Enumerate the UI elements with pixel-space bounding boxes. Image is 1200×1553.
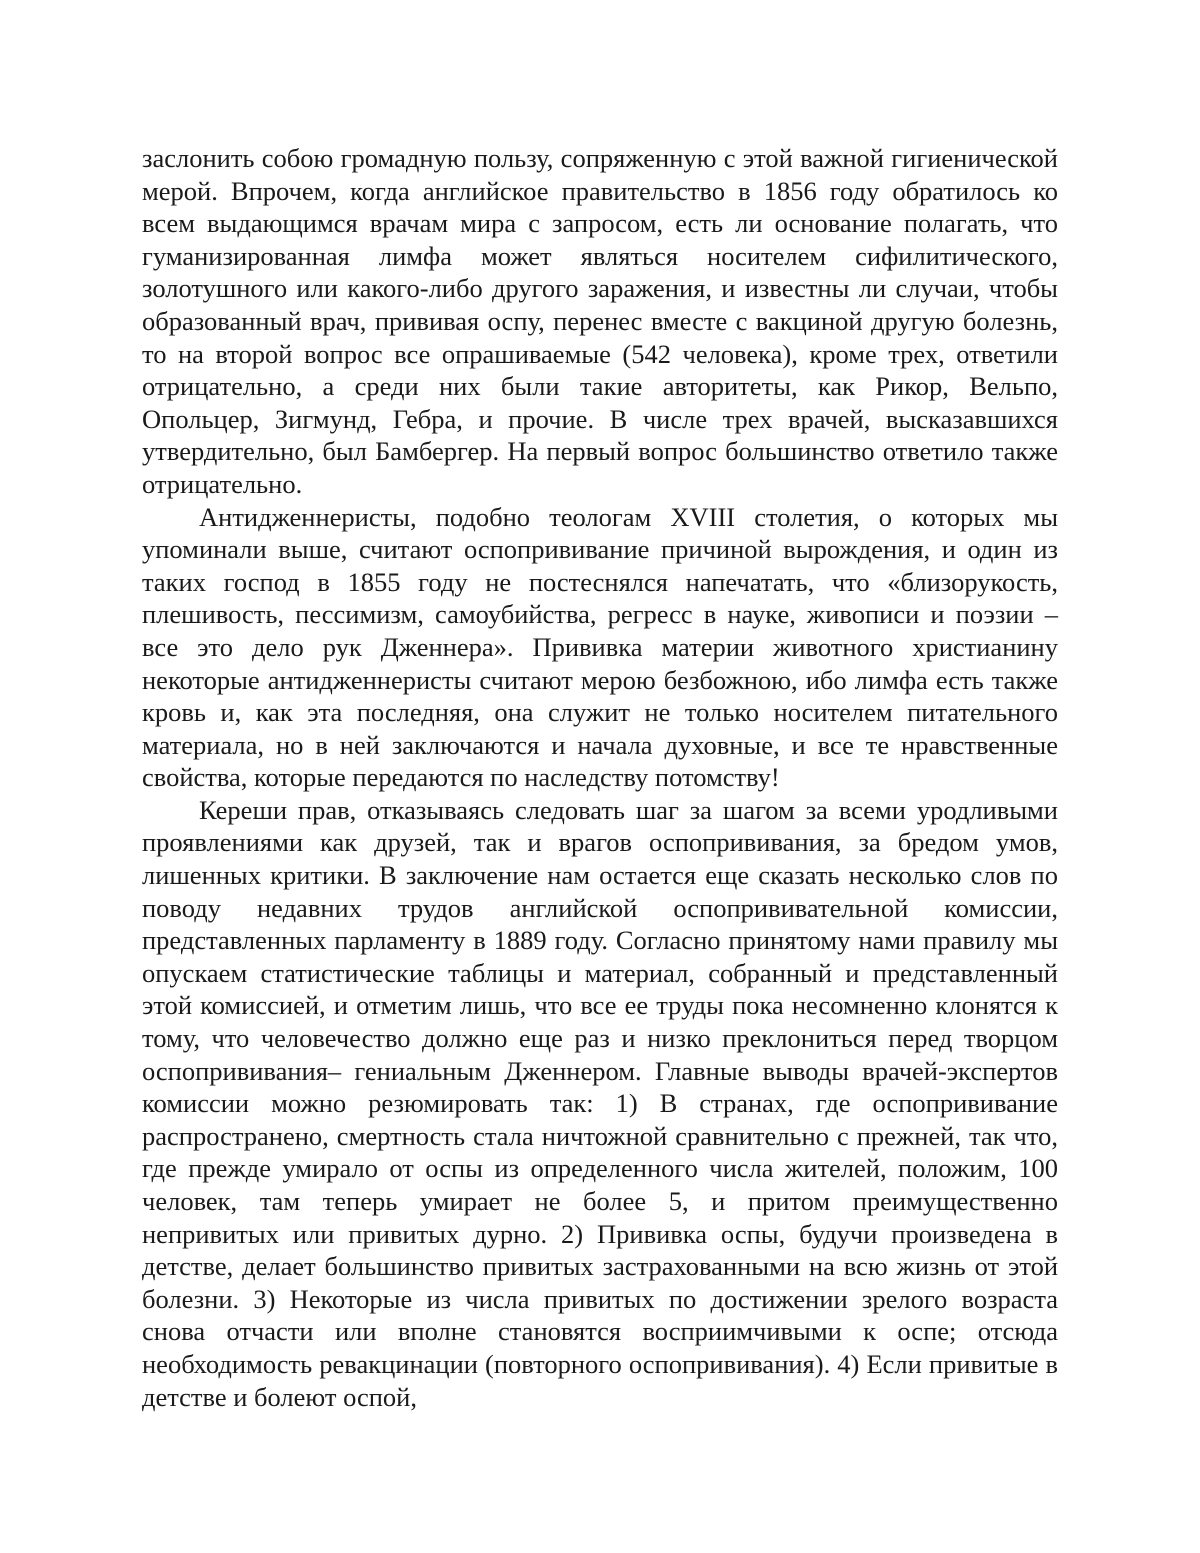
paragraph-3: Кереши прав, отказываясь следовать шаг за шагом за всеми уродливыми проявлениями как друзей, так и врагов оспопрививания, за бредом умов, лишенных критики. В заключение нам остается еще сказать несколько слов по поводу недавних трудов английской оспопрививательной комиссии, представленных парламенту в 1889 году. Согласно принятому нами правилу мы опускаем статистические таблицы и материал, собранный и представленный этой комиссией, и отметим лишь, что все ее труды пока несомненно клонятся к тому, что человечество должно еще раз и низко преклониться перед творцом оспопрививания– гениальным Дженнером. Главные выводы врачей-экспертов комиссии можно резюмировать так: 1) В странах, где оспопрививание распространено, смертность стала ничтожной сравнительно с прежней, так что, где прежде умирало от оспы из определенного числа жителей, положим, 100 человек, там теперь умирает не более 5, и притом преимущественно непривитых или привитых дурно. 2) Прививка оспы, будучи произведена в детстве, делает большинство привитых застрахованными на всю жизнь от этой болезни. 3) Некоторые из числа привитых по достижении зрелого возраста снова отчасти или вполне становятся восприимчивыми к оспе; отсюда необходимость ревакцинации (повторного оспопрививания). 4) Если привитые в детстве и болеют оспой, [142, 794, 1058, 1412]
document-page [142, 142, 1058, 1413]
paragraph-1: заслонить собою громадную пользу, сопряженную с этой важной гигиенической мерой. Впрочем, когда английское правительство в 1856 году обратилось ко всем выдающимся врачам мира с запросом, есть ли основание полагать, что гуманизированная лимфа может являться носителем сифилитического, золотушного или какого-либо другого заражения, и известны ли случаи, чтобы образованный врач, прививая оспу, перенес вместе с вакциной другую болезнь, то на второй вопрос все опрашиваемые (542 человека), кроме трех, ответили отрицательно, а среди них были такие авторитеты, как Рикор, Вельпо, Опольцер, Зигмунд, Гебра, и прочие. В числе трех врачей, высказавшихся утвердительно, был Бамбергер. На первый вопрос большинство ответило также отрицательно. [142, 143, 1058, 499]
paragraph-2: Антидженнеристы, подобно теологам XVIII столетия, о которых мы упоминали выше, считают оспопрививание причиной вырождения, и один из таких господ в 1855 году не постеснялся напечатать, что «близорукость, плешивость, пессимизм, самоубийства, регресс в науке, живописи и поэзии – все это дело рук Дженнера». Прививка материи животного христианину некоторые антидженнеристы считают мерою безбожною, ибо лимфа есть также кровь и, как эта последняя, она служит не только носителем питательного материала, но в ней заключаются и начала духовные, и все те нравственные свойства, которые передаются по наследству потомству! [142, 501, 1058, 793]
